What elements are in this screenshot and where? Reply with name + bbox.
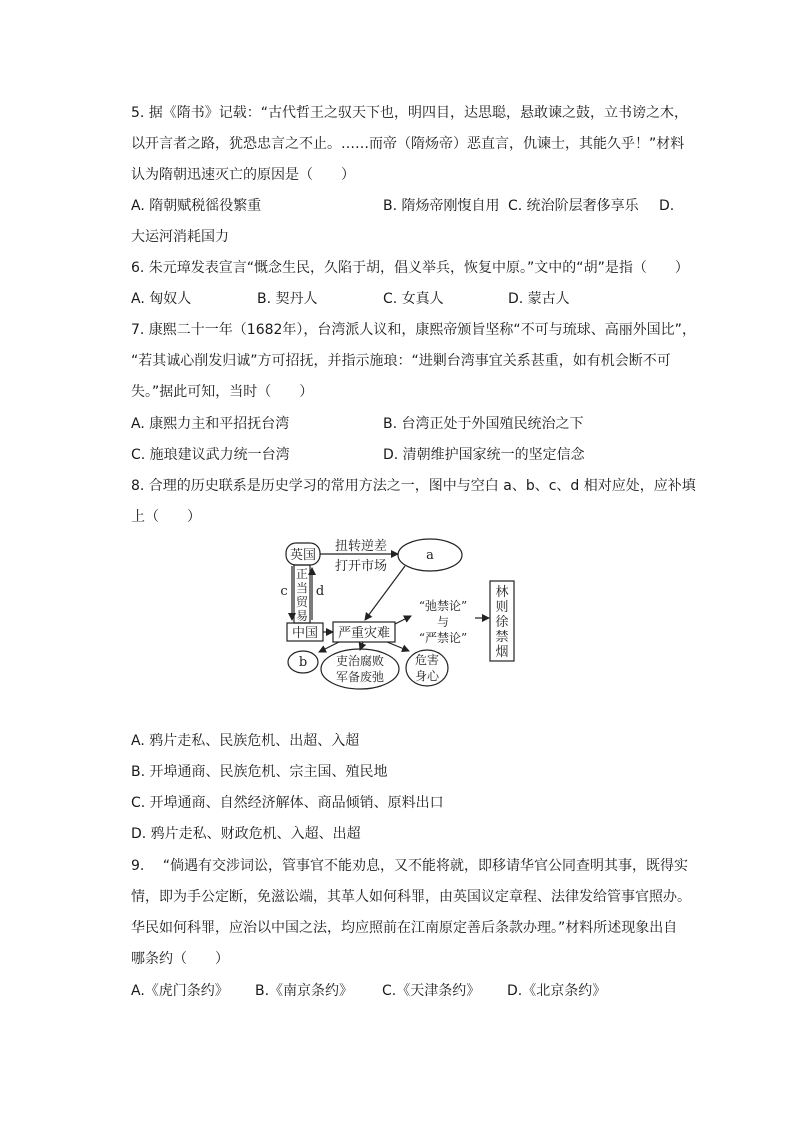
lin-char-4: 禁: [495, 630, 509, 645]
twist-deficit-label: 扭转逆差: [334, 539, 388, 554]
q6-option-a: A. 匈奴人: [131, 291, 192, 307]
q8-option-a: A. 鸦片走私、民族危机、出超、入超: [131, 733, 360, 749]
china-label: 中国: [291, 626, 319, 641]
legit-trade-char-3: 贸: [295, 595, 309, 609]
harm-line2: 身心: [414, 669, 440, 683]
q7-option-a: A. 康熙力主和平招抚台湾: [131, 416, 290, 432]
q7-stem-line1: 7. 康熙二十一年（1682年），台湾派人议和，康熙帝颁旨坚称“不可与琉球、高丽外国比”，: [131, 322, 696, 338]
q7-stem-line2: “若其诚心削发归诚”方可招抚，并指示施琅：“进剿台湾事宜关系甚重，如有机会断不可: [131, 353, 671, 369]
q9-stem-line4: 哪条约（ ）: [131, 951, 229, 967]
disaster-label: 严重灾难: [337, 626, 391, 641]
yan-jin-label: “严禁论”: [418, 631, 468, 645]
q5-option-d-text: 大运河消耗国力: [131, 229, 229, 245]
q9-option-d: D.《北京条约》: [507, 983, 607, 999]
q8-option-d: D. 鸦片走私、财政危机、入超、出超: [131, 826, 361, 842]
q9-option-a: A.《虎门条约》: [131, 983, 229, 999]
legit-trade-char-4: 易: [295, 609, 309, 623]
lin-char-1: 林: [495, 585, 509, 600]
q6-option-d: D. 蒙古人: [508, 291, 570, 307]
q9-stem-line2: 情，即为手公定断，免滋讼端，其革人如何科罪，由英国议定章程、法律发给管事官照办。: [131, 889, 691, 905]
q5-stem-line1: 5. 据《隋书》记载：“古代哲王之驭天下也，明四目，达思聪，悬敢谏之鼓，立书谤之木，: [131, 105, 689, 121]
q8-option-c: C. 开埠通商、自然经济解体、商品倾销、原料出口: [131, 795, 444, 811]
q8-option-b: B. 开埠通商、民族危机、宗主国、殖民地: [131, 764, 388, 780]
legit-trade-char-2: 当: [295, 581, 309, 595]
q8-stem-line1: 8. 合理的历史联系是历史学习的常用方法之一，图中与空白 a、b、c、d 相对应处，应补填: [131, 478, 696, 494]
q8-diagram: [280, 538, 523, 693]
britain-label: 英国: [289, 548, 317, 563]
q5-option-a: A. 隋朝赋税徭役繁重: [131, 198, 262, 214]
q6-option-b: B. 契丹人: [257, 291, 318, 307]
q5-stem-line2: 以开言者之路，犹恐忠言之不止。……而帝（隋炀帝）恶直言，仇谏士，其能久乎！”材料: [131, 136, 685, 152]
q5-option-b: B. 隋炀帝刚愎自用: [383, 198, 500, 214]
q9-stem-line3: 华民如何科罪，应治以中国之法，均应照前在江南原定善后条款办理。”材料所述现象出自: [131, 920, 678, 936]
corruption-line1: 吏治腐败: [335, 654, 385, 668]
blank-d-label: d: [315, 584, 325, 599]
blank-c-label: c: [280, 584, 288, 599]
q9-option-c: C.《天津条约》: [382, 983, 481, 999]
q5-option-d: D.: [659, 198, 675, 214]
harm-line1: 危害: [414, 653, 440, 667]
q9-stem-line1: 9. “倘遇有交涉词讼，管事官不能劝息，又不能将就，即移请华官公同查明其事，既得实: [131, 858, 689, 874]
q9-option-b: B.《南京条约》: [255, 983, 354, 999]
legit-trade-char-1: 正: [295, 567, 309, 581]
q7-option-b: B. 台湾正处于外国殖民统治之下: [383, 416, 584, 432]
lin-char-5: 烟: [495, 645, 509, 660]
q7-option-c: C. 施琅建议武力统一台湾: [131, 447, 290, 463]
lin-char-2: 则: [495, 600, 509, 615]
lin-char-3: 徐: [495, 615, 509, 630]
blank-b-label: b: [298, 655, 308, 670]
chi-jin-label: “弛禁论”: [418, 599, 468, 613]
q7-stem-line3: 失。”据此可知，当时（ ）: [131, 384, 314, 400]
q5-option-c: C. 统治阶层奢侈享乐: [508, 198, 639, 214]
q7-option-d: D. 清朝维护国家统一的坚定信念: [383, 447, 585, 463]
q6-option-c: C. 女真人: [383, 291, 444, 307]
yu-label: 与: [436, 615, 450, 629]
q6-stem: 6. 朱元璋发表宣言“慨念生民，久陷于胡，倡义举兵，恢复中原。”文中的“胡”是指（ ）: [131, 260, 689, 276]
open-market-label: 打开市场: [334, 559, 388, 574]
q5-stem-line3: 认为隋朝迅速灭亡的原因是（ ）: [131, 167, 355, 183]
blank-a-label: a: [426, 548, 434, 563]
q8-stem-line2: 上（ ）: [131, 509, 201, 525]
corruption-line2: 军备废弛: [335, 670, 385, 684]
